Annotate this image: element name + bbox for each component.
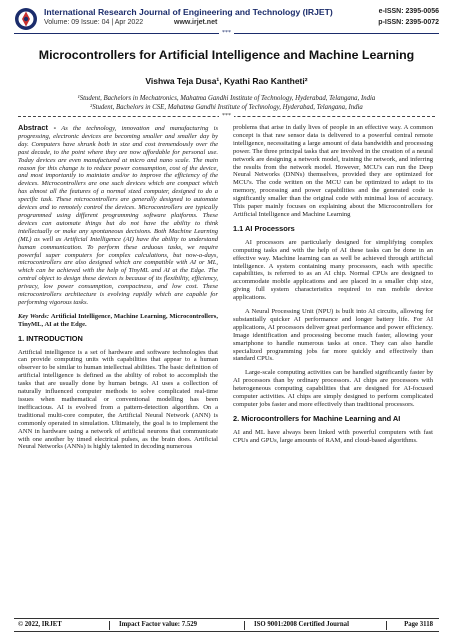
introduction-text: Artificial intelligence is a set of hardware and software technologies that can provide computing units with capabilities that appear to a human observer to be similar to human intellectual abilities. The basic definition of artificial intelligence is defined as the ability of robot to accomplish the tasks that are usually done by human beings. AI uses a collection of naturally influenced computer methods to solve complicated real-time issues when mathematical or conventional modelling has been inefficacious. AI is evolved from a pattern-detection algorithm. On a traditional multi-core computer, the Artificial Neural Network (ANN) is commonly operated in simulation. Ultimately, the goal is to implement the ANN in hardware using a network of artificial neurons that communicate with one another by timed electrical pulses, as the brain does. Artificial Neural Networks (ANNs) is highly talented in decoding numerous <box>18 348 218 451</box>
footer-page-number: Page 3118 <box>404 621 433 628</box>
introduction-continued: problems that arise in daily lives of people in an effective way. A common concept is that raw sensor data is delivered to a powerful central remote intelligence, necessitating a large amount of data bandwidth and processing power. The three principal tasks that are involved in the creation of a neural network are designing a network model, training the network, and inferring the results from the network model. However, MCU's can run the Deep Neural Networks (DNNs) themselves, provided they are optimized for MCU's. The code written on the MCU can be optimized to adapt to its memory, processing and power capabilities and the generated code is significantly smaller than the original code with minimal loss of accuracy. This paper mainly focuses on explaining about the Microcontrollers for Artificial Intelligence and Machine Learning <box>233 124 433 218</box>
irjet-logo-icon <box>14 7 38 31</box>
section-heading-microcontrollers: 2. Microcontrollers for Machine Learning and AI <box>233 413 401 423</box>
footer-impact-factor: Impact Factor value: 7.529 <box>119 621 198 628</box>
volume-issue: Volume: 09 Issue: 04 | Apr 2022 <box>44 19 144 26</box>
abstract <box>18 124 218 307</box>
footer-iso: ISO 9001:2008 Certified Journal <box>254 621 349 628</box>
keywords-label: Key Words: <box>18 312 50 320</box>
keywords-text: Artificial Intelligence, Machine Learning, Microcontrollers, TinyML, AI at the Edge. <box>18 312 218 328</box>
journal-website-link[interactable]: www.irjet.net <box>174 19 218 26</box>
keywords <box>18 313 218 329</box>
footer-copyright: © 2022, IRJET <box>18 621 62 628</box>
abstract-text: As the technology, innovation and manufacturing is progressing, electronic devices are becoming smaller and smaller day by day. Computers have shrunk both in size and cost tremendously over the past decade, to the point where they are now affordable for personal use. Today devices are even manufactured at micro and nano scale. The main reason for this change is to reduce power consumption, cost of the device, and most importantly to maintain and/or to improve the efficiency of the devices. Microcontrollers are one such devices which are compact which has almost all the features of a normal sized computer, designed to do a specific task. These microcontrollers are generally designed to automate devices and to remotely control the devices. Microcontrollers are typically programmed using different programming software platforms. These devices can automate things but do not have the ability to think intellectually or make any spontaneous decisions. Both Machine Learning (ML) as well as Artificial Intelligence (AI) have the ability to understand human communication. To perform these arduous tasks, we require powerful super computers for complex calculations, but now-a-days, microcontrollers are also designed which are compatible with AI or ML, which can be achieved with the help of TinyML and AI at the Edge. The central object to design these devices is because of its flexibility, efficiency, privacy, low power consumption, compactness, and low cost. These microcontrollers architecture is evolving rapidly which are capable for performing vigorous tasks. <box>18 125 219 306</box>
left-column <box>18 124 218 457</box>
footer-separator <box>386 621 387 630</box>
affiliation-1: ¹Student, Bachelors in Mechatronics, Mahatma Gandhi Institute of Technology, Hyderabad, Telangana, India <box>77 95 376 102</box>
e-issn: e-ISSN: 2395-0056 <box>378 8 439 15</box>
footer-separator <box>244 621 245 630</box>
ai-processors-paragraph-3: Large-scale computing activities can be handled significantly faster by AI processors than by ordinary processors. AI chips are processors with heterogeneous computing capabilities that are designed for AI-focused computer activities. AI chips are simply designed to perform complicated computer jobs faster and more effectively than traditional processors. <box>233 369 433 408</box>
page-footer <box>14 618 439 632</box>
journal-name: International Research Journal of Engineering and Technology (IRJET) <box>44 7 333 17</box>
right-column <box>233 124 433 451</box>
paper-authors: Vishwa Teja Dusa¹, Kyathi Rao Kantheti² <box>145 76 308 86</box>
ai-processors-paragraph-1: AI processors are particularly designed for simplifying complex computing tasks and with the help of AI these tasks can be done in an effective way. Machine learning can as well be achieved through artificial intelligence. A system containing many processors, each with specific capabilities, is referred to as an AI chip. Normal CPUs are designed to accommodate mobile applications and are placed in a smaller chip size, giving full system characteristics required to run mobile device applications. <box>233 238 433 302</box>
ai-processors-paragraph-2: A Neural Processing Unit (NPU) is built into AI circuits, allowing for substantially quicker AI performance and longer battery life. For AI applications, AI processors deliver great performance and power efficiency. Image identification and processing become much faster, allowing your smartphone to handle numerous tasks at once. They can also handle specialized programming jobs far more quickly and effectively than standard CPUs. <box>233 308 433 363</box>
section-heading-ai-processors: 1.1 AI Processors <box>233 223 295 233</box>
abstract-label: Abstract - <box>18 123 57 132</box>
section-heading-introduction: 1. INTRODUCTION <box>18 333 83 343</box>
footer-separator <box>109 621 110 630</box>
title-divider-marker: *** <box>0 113 453 119</box>
journal-header <box>14 6 439 32</box>
p-issn: p-ISSN: 2395-0072 <box>378 19 439 26</box>
journal-meta <box>44 19 284 26</box>
affiliation-2: ²Student, Bachelors in CSE, Mahatma Gandhi Institute of Technology, Hyderabad, Telangana, India <box>90 104 363 111</box>
header-rule-marker: *** <box>0 30 453 36</box>
microcontrollers-text: AI and ML have always been linked with powerful computers with fast CPUs and GPUs, large amounts of RAM, and cloud-based algorithms. <box>233 428 433 444</box>
paper-title: Microcontrollers for Artificial Intelligence and Machine Learning <box>38 48 415 62</box>
